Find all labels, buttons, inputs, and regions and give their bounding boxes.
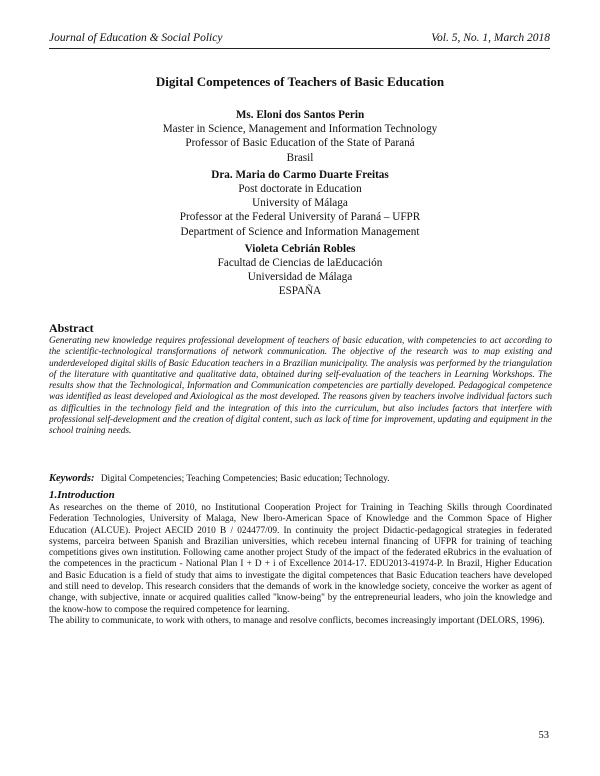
- author-2: [0, 168, 600, 239]
- journal-name: Journal of Education & Social Policy: [49, 32, 223, 44]
- author-3: [0, 242, 600, 299]
- introduction-paragraph: The ability to communicate, to work with others, to manage and resolve conflicts, becomes increasingly important (DELORS, 1996).: [49, 615, 545, 626]
- author-affiliation: Brasil: [286, 151, 314, 164]
- author-name: Ms. Eloni dos Santos Perin: [235, 109, 365, 121]
- author-name: Dra. Maria do Carmo Duarte Freitas: [211, 168, 389, 181]
- author-affiliation: Post doctorate in Education: [238, 183, 362, 196]
- author-1: [0, 108, 600, 165]
- author-name: Violeta Cebrián Robles: [244, 242, 356, 255]
- author-block: [0, 108, 600, 299]
- keywords-label: Keywords:: [49, 473, 95, 484]
- abstract-heading: Abstract: [49, 321, 94, 335]
- running-header: [49, 32, 550, 48]
- page-number: 53: [538, 730, 549, 741]
- introduction-paragraph: As researches on the theme of 2010, no Institutional Cooperation Project for Training in Teaching Skills through Coordinated Federation Technologies, University of Malaga, New Ibero-American Space of Knowledge and the Common Space of Higher Education (ALCUE). Project AECID 2010 B / 024477/09. In continuity the project Didactic-pedagogical strategies in federated systems, parceira between Spanish and Brazilian universities, which recebeu internal financing of UFPR for training of teaching competitions gives own institution. Following came another project Study of the impact of the federated eRubrics in the evaluation of the competences in the practicum - National Plan I + D + i of Excellence 2014-17. EDU2013-41974-P. In Brazil, Higher Education and Basic Education is a field of study that aims to investigate the digital competences that Basic Education teachers have developed and still need to develop. This research considers that the demands of work in the knowledge society, conceive the worker as agent of change, with subjective, innate or acquired qualities called "know-being" by the entrepreneurial leaders, who join the knowledge and the know-how to compose the required competence for learning.: [49, 503, 552, 615]
- author-affiliation: Department of Science and Information Management: [180, 225, 420, 238]
- introduction-body: [49, 503, 552, 627]
- author-affiliation: Professor at the Federal University of Paraná – UFPR: [179, 211, 421, 224]
- keywords: [49, 473, 552, 485]
- header-divider: [49, 48, 550, 49]
- introduction-heading: 1.Introduction: [49, 489, 115, 501]
- abstract-text: Generating new knowledge requires professional development of teachers of basic education, with competencies to act according to the scientific-technological transformations of network communication. The objective of the research was to map existing and underdeveloped digital skills of Basic Education teachers in a Brazilian municipality. The analysis was performed by the triangulation of the literature with quantitative and qualitative data, obtained during self-evaluation of the teachers in Learning Workshops. The results show that the Technological, Information and Communication competencies are partially developed. Pedagogical competence was identified as least developed and Axiological as the most developed. The reasons given by teachers involve individual factors such as difficulties in the technology field and the integration of this into the curriculum, but also includes factors that interfere with professional self-development and the creation of digital content, such as lack of time for improvement, updating and equipment in the school training needs.: [49, 336, 552, 437]
- paper-title: Digital Competences of Teachers of Basic Education: [155, 74, 445, 89]
- author-affiliation: Facultad de Ciencias de laEducación: [217, 257, 383, 270]
- author-affiliation: Universidad de Málaga: [247, 271, 353, 284]
- keywords-text: Digital Competencies; Teaching Competencies; Basic education; Technology.: [100, 474, 390, 484]
- author-affiliation: Master in Science, Management and Information Technology: [162, 123, 438, 136]
- author-affiliation: University of Málaga: [252, 197, 348, 210]
- author-affiliation: ESPAÑA: [278, 285, 322, 298]
- author-affiliation: Professor of Basic Education of the State of Paraná: [185, 137, 415, 150]
- volume-info: Vol. 5, No. 1, March 2018: [431, 32, 550, 44]
